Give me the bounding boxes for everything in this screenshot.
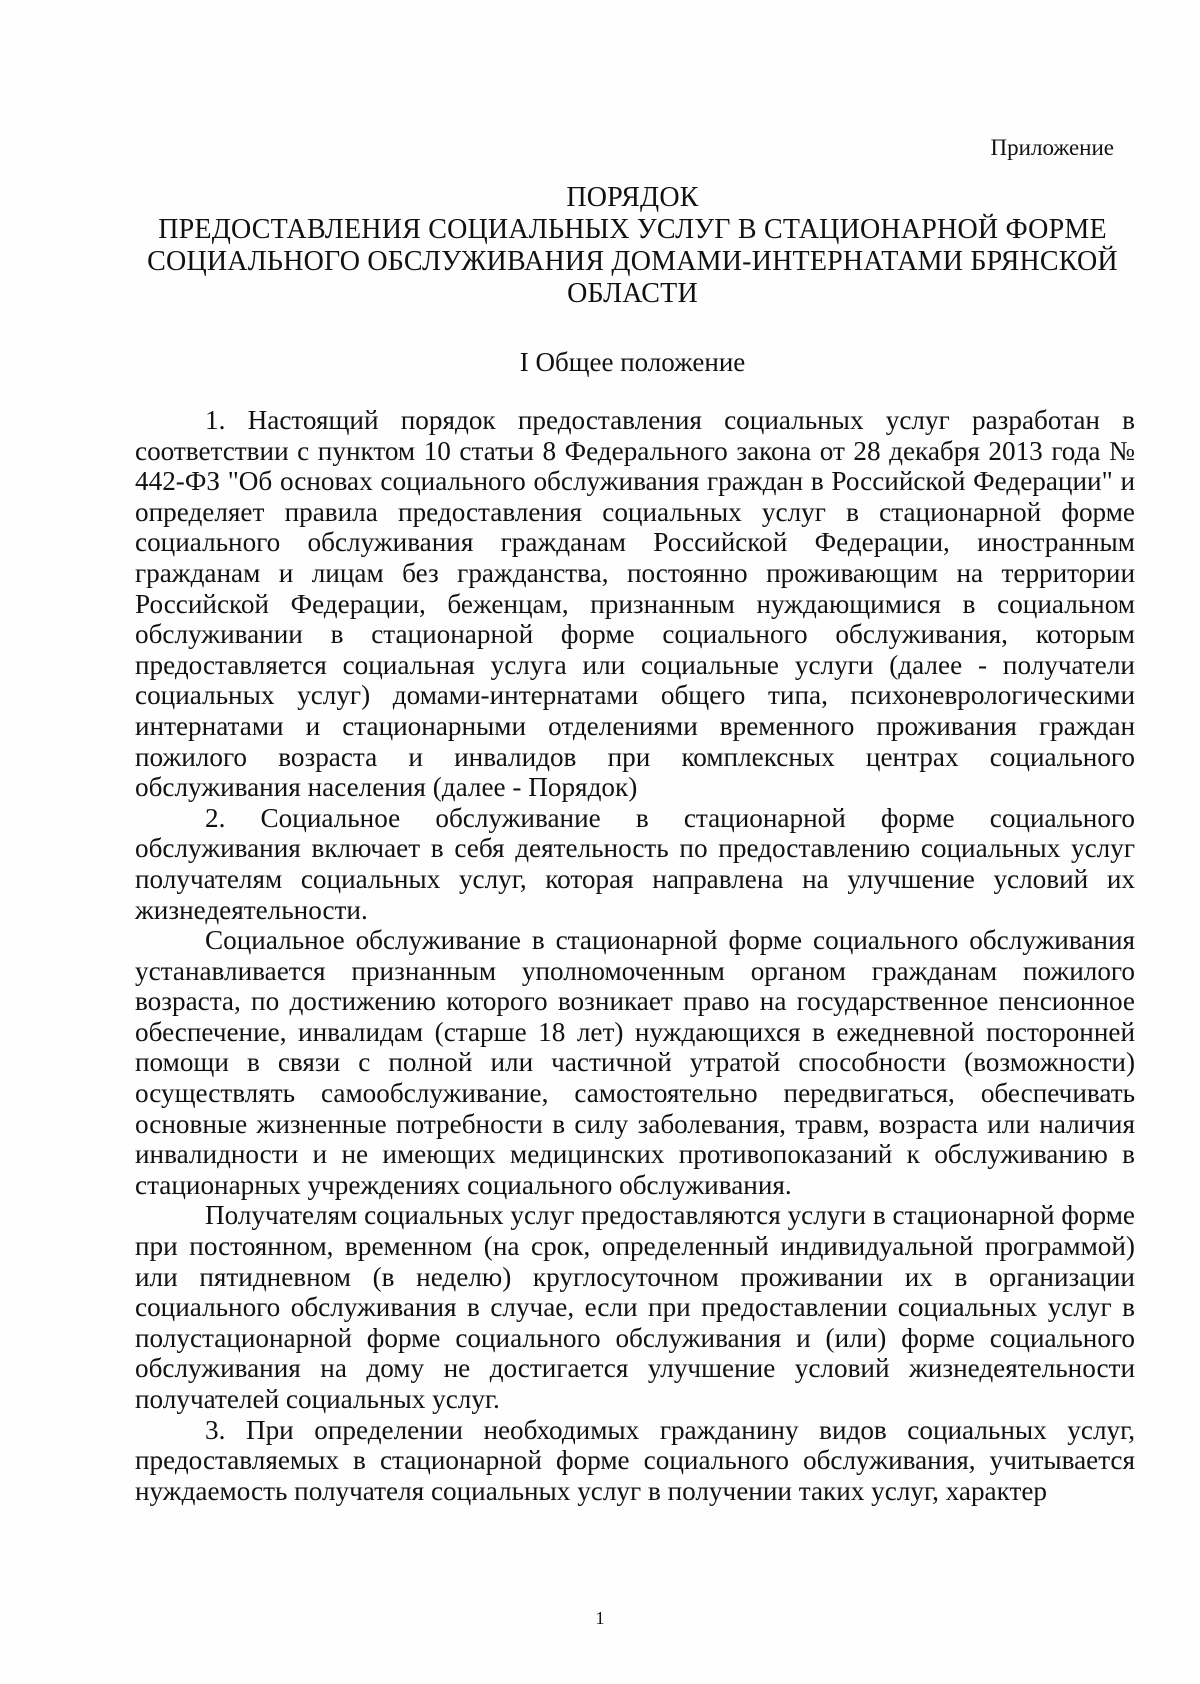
title-line: СОЦИАЛЬНОГО ОБСЛУЖИВАНИЯ ДОМАМИ-ИНТЕРНАТАМИ БРЯНСКОЙ [147,246,1118,277]
paragraph: 1. Настоящий порядок предоставления социальных услуг разработан в соответствии с пунктом 10 статьи 8 Федерального закона от 28 декабря 2013 года № 442-ФЗ "Об основах социального обслуживания граждан в Российской Федерации" и определяет правила предоставления социальных услуг в стационарной форме социального обслуживания гражданам Российской Федерации, иностранным гражданам и лицам без гражданства, постоянно проживающим на территории Российской Федерации, беженцам, признанным нуждающимися в социальном обслуживании в стационарной форме социального обслуживания, которым предоставляется социальная услуга или социальные услуги (далее - получатели социальных услуг) домами-интернатами общего типа, психоневрологическими интернатами и стационарными отделениями временного проживания граждан пожилого возраста и инвалидов при комплексных центрах социального обслуживания населения (далее - Порядок) [135,405,1135,803]
paragraph: Получателям социальных услуг предоставляются услуги в стационарной форме при постоянном, временном (на срок, определенный индивидуальной программой) или пятидневном (в неделю) круглосуточном проживании их в организации социального обслуживания в случае, если при предоставлении социальных услуг в полустационарной форме социального обслуживания и (или) форме социального обслуживания на дому не достигается улучшение условий жизнедеятельности получателей социальных услуг. [135,1200,1135,1414]
title-line: ПОРЯДОК [566,182,699,213]
title-line: ОБЛАСТИ [567,278,698,309]
paragraph: 2. Социальное обслуживание в стационарной форме социального обслуживания включает в себя деятельность по предоставлению социальных услуг получателям социальных услуг, которая направлена на улучшение условий их жизнедеятельности. [135,802,1135,925]
paragraph: 3. При определении необходимых гражданину видов социальных услуг, предоставляемых в стационарной форме социального обслуживания, учитывается нуждаемость получателя социальных услуг в получении таких услуг, характер [135,1414,1135,1506]
appendix-label: Приложение [990,135,1114,160]
page-number: 1 [595,1608,605,1628]
document-title [140,182,1125,310]
section-heading: I Общее положение [519,347,746,377]
paragraph: Социальное обслуживание в стационарной форме социального обслуживания устанавливается признанным уполномоченным органом гражданам пожилого возраста, по достижению которого возникает право на государственное пенсионное обеспечение, инвалидам (старше 18 лет) нуждающихся в ежедневной посторонней помощи в связи с полной или частичной утратой способности (возможности) осуществлять самообслуживание, самостоятельно передвигаться, обеспечивать основные жизненные потребности в силу заболевания, травм, возраста или наличия инвалидности и не имеющих медицинских противопоказаний к обслуживанию в стационарных учреждениях социального обслуживания. [135,925,1135,1200]
document-body [135,405,1135,1506]
title-line: ПРЕДОСТАВЛЕНИЯ СОЦИАЛЬНЫХ УСЛУГ В СТАЦИОНАРНОЙ ФОРМЕ [158,214,1107,245]
